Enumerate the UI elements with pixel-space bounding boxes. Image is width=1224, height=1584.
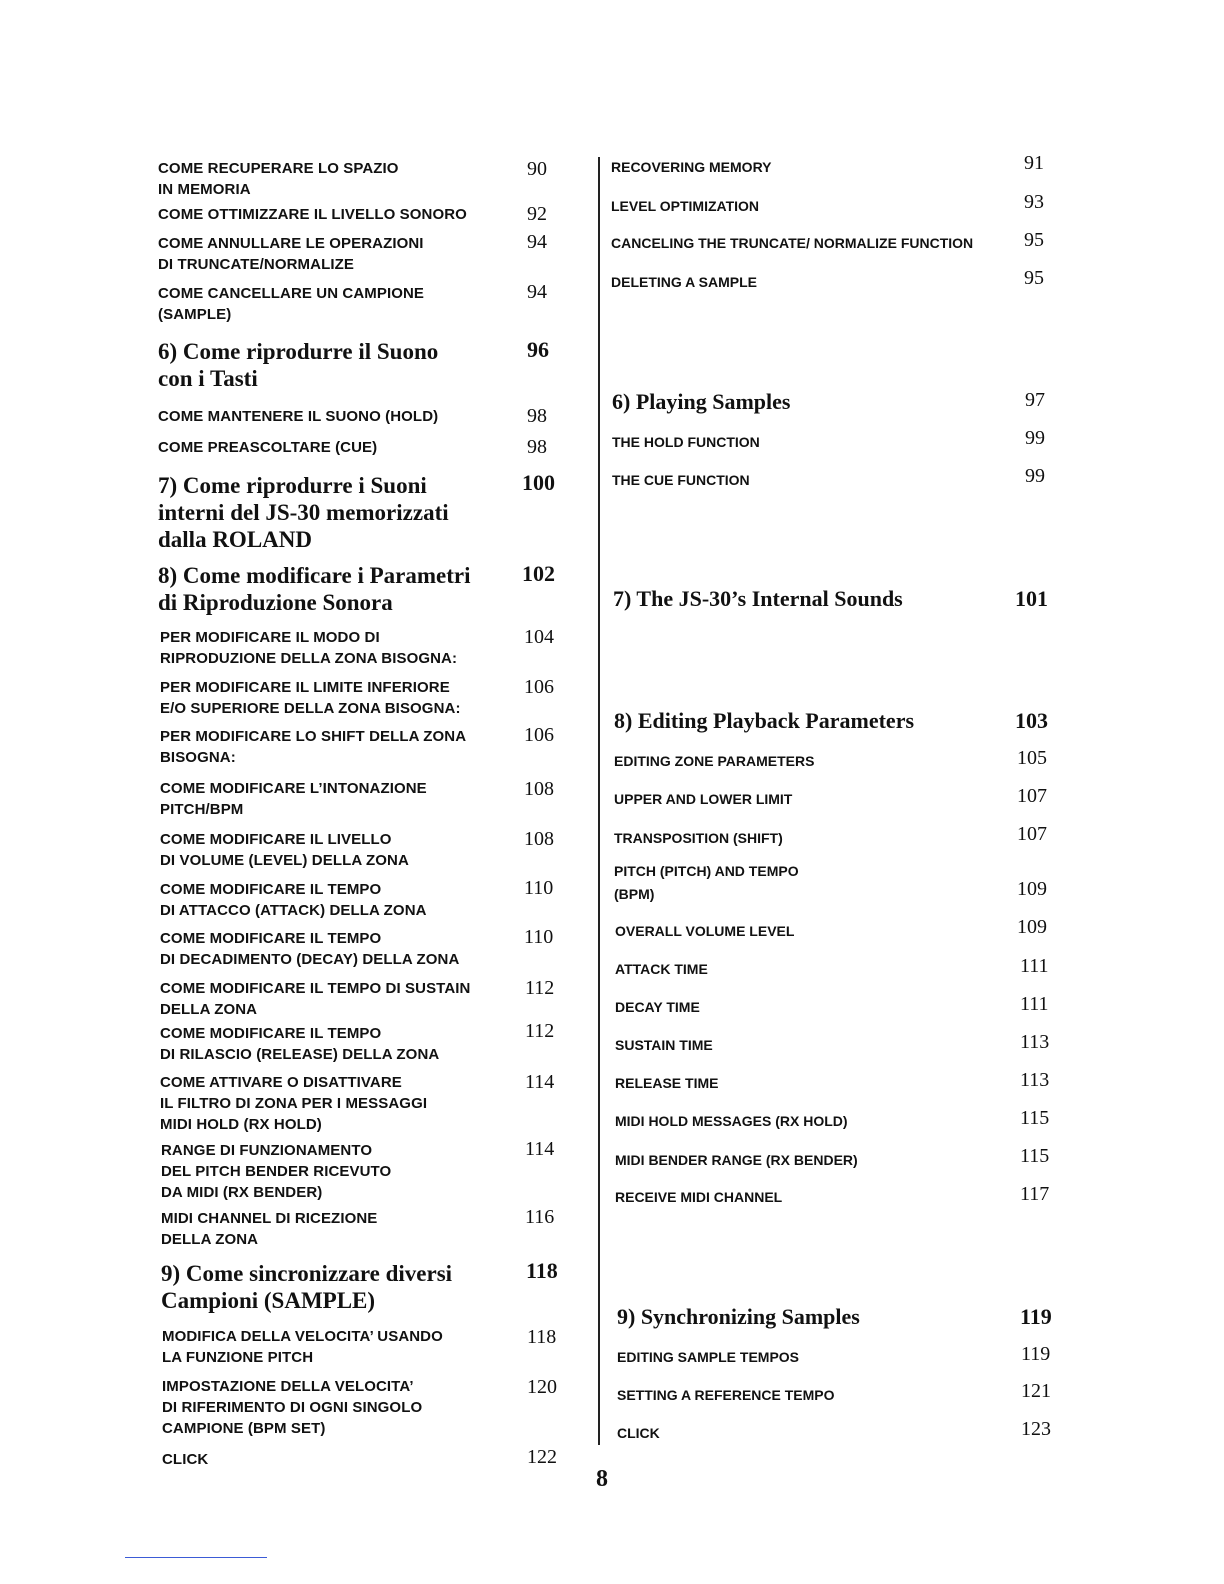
toc-right-section-page: 103 [1015, 708, 1048, 733]
toc-right-entry-title: EDITING SAMPLE TEMPOS [617, 1349, 800, 1365]
toc-left-entry-title: COME MANTENERE IL SUONO (HOLD) [158, 408, 439, 425]
toc-right-section-heading: 9) Synchronizing Samples [617, 1304, 860, 1329]
toc-left-entry-page: 106 [524, 724, 554, 746]
toc-left-section-page: 118 [526, 1258, 558, 1283]
toc-left-entry-page: 90 [527, 158, 547, 180]
toc-right-entry-title: RECEIVE MIDI CHANNEL [615, 1189, 783, 1205]
toc-left-entry-page: 94 [527, 281, 547, 303]
toc-right-entry-title: MIDI BENDER RANGE (RX BENDER) [615, 1152, 858, 1168]
toc-right-entry-title: TRANSPOSITION (SHIFT) [614, 830, 783, 846]
page-number: 8 [596, 1466, 608, 1492]
column-divider [598, 157, 600, 1445]
toc-right-entry-title: PITCH (PITCH) AND TEMPO (BPM) [614, 863, 799, 902]
toc-left-entry-page: 122 [527, 1446, 557, 1468]
toc-left-entry-page: 108 [524, 778, 554, 800]
toc-left-entry-title: COME CANCELLARE UN CAMPIONE (SAMPLE) [158, 285, 425, 323]
toc-right-entry-page: 115 [1020, 1145, 1050, 1167]
toc-right-entry-title: THE CUE FUNCTION [612, 472, 750, 488]
toc-left-entry-title: COME ATTIVARE O DISATTIVARE IL FILTRO DI ZONA PER I MESSAGGI MIDI HOLD (RX HOLD) [160, 1074, 428, 1133]
toc-right-entry-page: 105 [1017, 747, 1047, 769]
toc-left-entry-page: 106 [524, 676, 554, 698]
toc-left-entry-page: 98 [527, 405, 547, 427]
toc-right-entry-page: 93 [1024, 191, 1044, 213]
toc-left-entry-page: 94 [527, 231, 547, 253]
toc-left-entry-title: COME PREASCOLTARE (CUE) [158, 439, 378, 456]
toc-right-entry-page: 113 [1020, 1031, 1050, 1053]
toc-right-entry-title: UPPER AND LOWER LIMIT [614, 791, 793, 807]
toc-left-entry-page: 118 [527, 1326, 557, 1348]
toc-right-entry-title: CANCELING THE TRUNCATE/ NORMALIZE FUNCTION [611, 235, 974, 251]
toc-left-entry-page: 112 [525, 1020, 555, 1042]
toc-right-entry-page: 109 [1017, 916, 1047, 938]
footer-rule [125, 1557, 267, 1558]
toc-right-entry-page: 121 [1021, 1380, 1051, 1402]
toc-left-entry-title: COME OTTIMIZZARE IL LIVELLO SONORO [158, 206, 467, 223]
toc-right-entry-title: MIDI HOLD MESSAGES (RX HOLD) [615, 1113, 848, 1129]
toc-left-entry-page: 112 [525, 977, 555, 999]
toc-left-entry-page: 114 [525, 1138, 555, 1160]
toc-right-section-heading: 6) Playing Samples [612, 389, 791, 414]
toc-right-section-heading: 8) Editing Playback Parameters [614, 708, 915, 733]
toc-left-entry-title: CLICK [162, 1451, 209, 1468]
toc-right-entry-page: 111 [1020, 955, 1049, 977]
toc-left-entry-title: PER MODIFICARE IL MODO DI RIPRODUZIONE DELLA ZONA BISOGNA: [160, 629, 458, 667]
toc-left-section-page: 100 [522, 470, 555, 495]
toc-left-entry-title: PER MODIFICARE LO SHIFT DELLA ZONA BISOGNA: [160, 728, 467, 766]
toc-left-entry-page: 108 [524, 828, 554, 850]
toc-left-entry-title: MODIFICA DELLA VELOCITA’ USANDO LA FUNZIONE PITCH [162, 1328, 443, 1366]
toc-left-section-heading: 6) Come riprodurre il Suono con i Tasti [158, 339, 439, 391]
toc-right-section-heading: 7) The JS-30’s Internal Sounds [613, 586, 903, 611]
toc-right-entry-page: 91 [1024, 152, 1044, 174]
toc-right-entry-page: 99 [1025, 465, 1045, 487]
toc-right-entry-page: 95 [1024, 229, 1044, 251]
toc-left-entry-page: 110 [524, 877, 554, 899]
toc-left-entry-title: PER MODIFICARE IL LIMITE INFERIORE E/O SUPERIORE DELLA ZONA BISOGNA: [160, 679, 461, 717]
toc-right-entry-page: 113 [1020, 1069, 1050, 1091]
toc-right-entry-title: SUSTAIN TIME [615, 1037, 713, 1053]
toc-left-entry-page: 98 [527, 436, 547, 458]
toc-left-entry-title: RANGE DI FUNZIONAMENTO DEL PITCH BENDER RICEVUTO DA MIDI (RX BENDER) [161, 1142, 392, 1201]
toc-left-entry-page: 120 [527, 1376, 557, 1398]
toc-right-entry-page: 107 [1017, 785, 1047, 807]
toc-left-entry-page: 116 [525, 1206, 555, 1228]
toc-right-entry-page: 115 [1020, 1107, 1050, 1129]
toc-left-entry-page: 114 [525, 1071, 555, 1093]
toc-right-entry-page: 107 [1017, 823, 1047, 845]
toc-left-entry-title: COME MODIFICARE IL TEMPO DI ATTACCO (ATTACK) DELLA ZONA [160, 881, 427, 919]
toc-right-entry-title: RECOVERING MEMORY [611, 159, 772, 175]
toc-right-entry-page: 99 [1025, 427, 1045, 449]
toc-right-entry-title: THE HOLD FUNCTION [612, 434, 760, 450]
toc-left-section-heading: 7) Come riprodurre i Suoni interni del JS-30 memorizzati dalla ROLAND [158, 473, 449, 552]
toc-left-entry-title: COME MODIFICARE IL TEMPO DI SUSTAIN DELLA ZONA [160, 980, 471, 1018]
toc-left-section-heading: 9) Come sincronizzare diversi Campioni (SAMPLE) [161, 1261, 453, 1313]
toc-left-entry-page: 104 [524, 626, 554, 648]
toc-left-entry-title: COME MODIFICARE IL TEMPO DI RILASCIO (RELEASE) DELLA ZONA [160, 1025, 440, 1063]
toc-left-entry-title: COME RECUPERARE LO SPAZIO IN MEMORIA [158, 160, 399, 198]
toc-right-entry-page: 119 [1021, 1343, 1051, 1365]
toc-right-section-page: 119 [1020, 1304, 1052, 1329]
toc-right-entry-title: SETTING A REFERENCE TEMPO [617, 1387, 835, 1403]
toc-right-entry-title: CLICK [617, 1425, 660, 1441]
toc-left-entry-title: IMPOSTAZIONE DELLA VELOCITA’ DI RIFERIMENTO DI OGNI SINGOLO CAMPIONE (BPM SET) [162, 1378, 423, 1437]
toc-right-entry-page: 109 [1017, 878, 1047, 900]
toc-left-entry-page: 110 [524, 926, 554, 948]
toc-left-entry-title: COME MODIFICARE IL TEMPO DI DECADIMENTO (DECAY) DELLA ZONA [160, 930, 460, 968]
toc-right-entry-title: ATTACK TIME [615, 961, 708, 977]
toc-right-entry-page: 111 [1020, 993, 1049, 1015]
toc-right-entry-page: 123 [1021, 1418, 1051, 1440]
toc-right-entry-title: RELEASE TIME [615, 1075, 719, 1091]
toc-right-entry-title: OVERALL VOLUME LEVEL [615, 923, 795, 939]
toc-right-entry-page: 117 [1020, 1183, 1050, 1205]
toc-left-entry-title: COME ANNULLARE LE OPERAZIONI DI TRUNCATE/NORMALIZE [158, 235, 424, 273]
toc-left-section-page: 102 [522, 561, 555, 586]
toc-right-entry-title: DECAY TIME [615, 999, 700, 1015]
toc-left-section-page: 96 [527, 337, 549, 362]
toc-left-entry-title: MIDI CHANNEL DI RICEZIONE DELLA ZONA [161, 1210, 378, 1248]
toc-right-entry-title: EDITING ZONE PARAMETERS [614, 753, 815, 769]
toc-right-entry-page: 97 [1025, 389, 1045, 411]
toc-left-entry-page: 92 [527, 203, 547, 225]
toc-right-entry-page: 95 [1024, 267, 1044, 289]
toc-left-entry-title: COME MODIFICARE L’INTONAZIONE PITCH/BPM [160, 780, 427, 818]
toc-left-section-heading: 8) Come modificare i Parametri di Riproduzione Sonora [158, 563, 471, 615]
toc-left-entry-title: COME MODIFICARE IL LIVELLO DI VOLUME (LEVEL) DELLA ZONA [160, 831, 409, 869]
toc-right-entry-title: DELETING A SAMPLE [611, 274, 757, 290]
toc-right-section-page: 101 [1015, 586, 1048, 611]
toc-right-entry-title: LEVEL OPTIMIZATION [611, 198, 760, 214]
